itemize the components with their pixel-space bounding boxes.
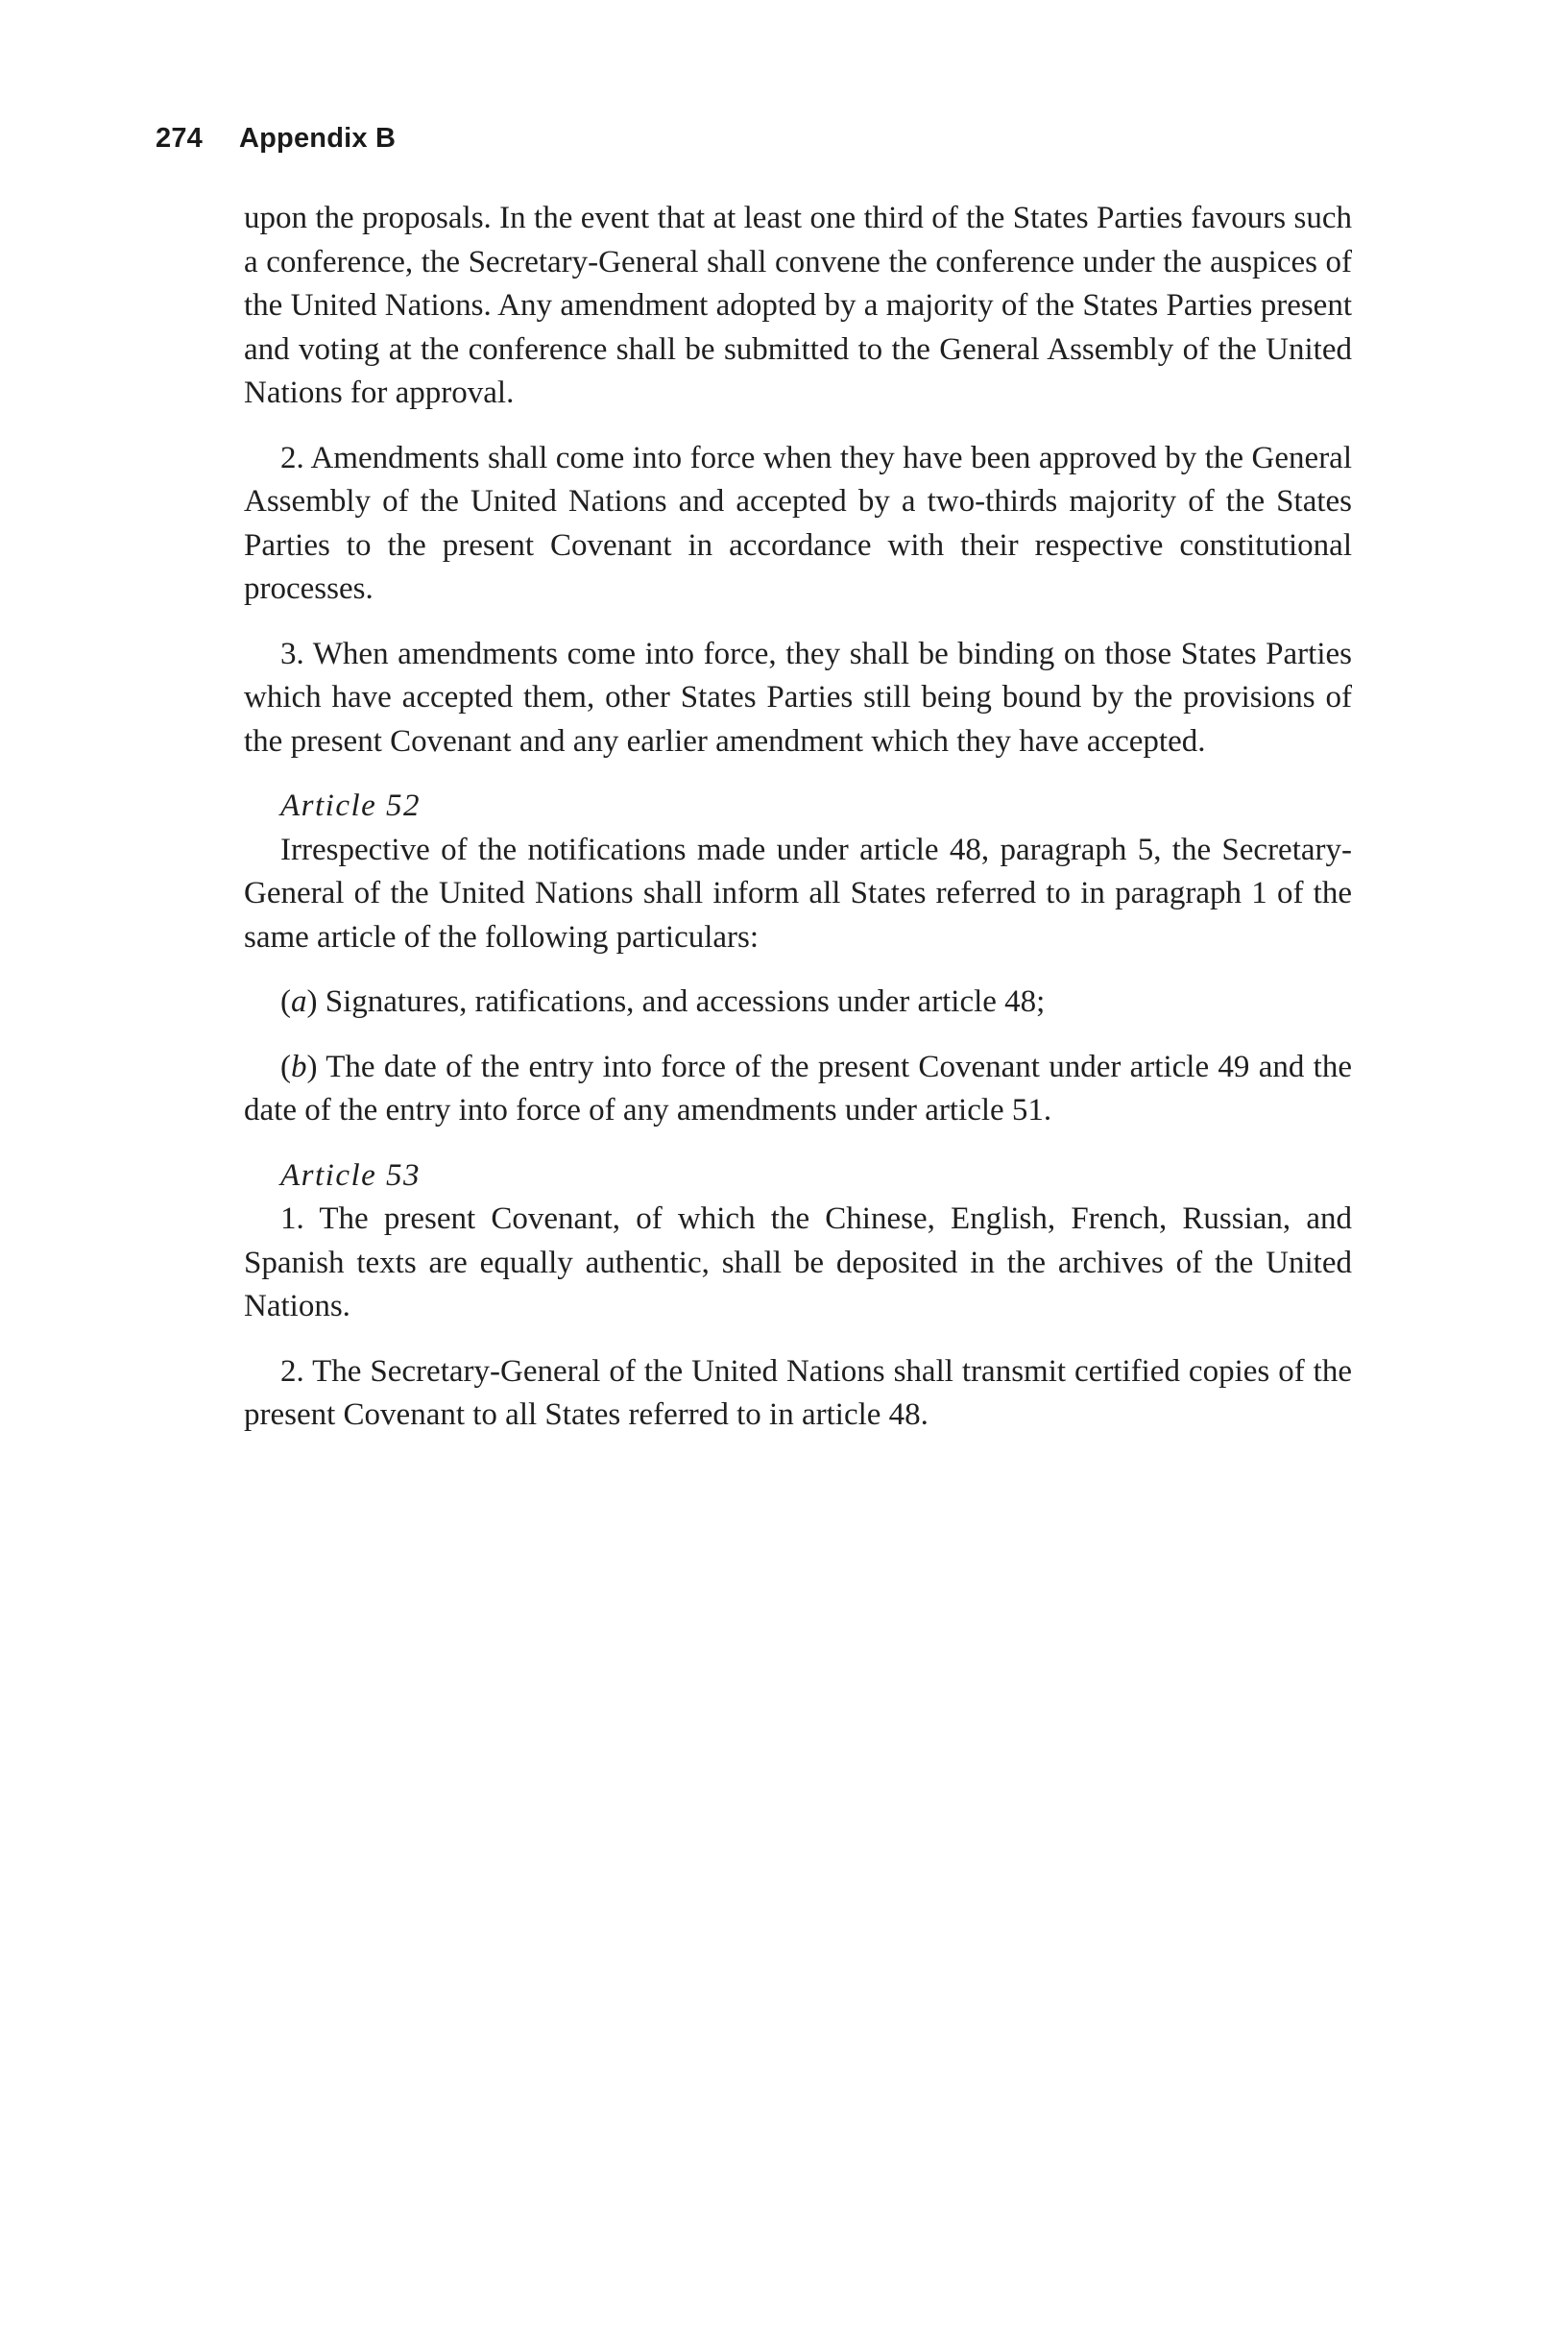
paragraph-amendments-2: 2. Amendments shall come into force when they have been approved by the General Assembly of the United Nations and accepted by a two-thirds majority of the States Parties to the present Covenant in accordance with their respective constitutional processes. [244, 440, 1352, 606]
section-title: Appendix B [239, 123, 397, 154]
item-a-text: Signatures, ratifications, and accessions under article 48; [325, 984, 1046, 1019]
page-number: 274 [156, 123, 203, 154]
page-body [244, 197, 1352, 1459]
paragraph-continuation: upon the proposals. In the event that at least one third of the States Parties favours such a conference, the Secretary-General shall convene the conference under the auspices of the United Nations. Any amendment adopted by a majority of the States Parties present and voting at the conference shall be submitted to the General Assembly of the United Nations for approval. [244, 201, 1352, 410]
paragraph-amendments-3: 3. When amendments come into force, they shall be binding on those States Parties which have accepted them, other States Parties still being bound by the provisions of the present Covenant and any earlier amendment which they have accepted. [244, 636, 1352, 759]
article-52 [244, 785, 1352, 1133]
article-52-item-a: (a) Signatures, ratifications, and accessions under article 48; [280, 984, 1046, 1019]
item-b-text: The date of the entry into force of the present Covenant under article 49 and the date of the entry into force of any amendments under article 51. [244, 1049, 1352, 1128]
item-a-label: a [291, 984, 307, 1019]
article-52-item-b: (b) The date of the entry into force of the present Covenant under article 49 and the date of the entry into force of any amendments under article 51. [244, 1049, 1352, 1128]
article-53-para-1: 1. The present Covenant, of which the Chinese, English, French, Russian, and Spanish texts are equally authentic, shall be deposited in the archives of the United Nations. [244, 1201, 1352, 1323]
article-53-heading: Article 53 [280, 1157, 422, 1193]
item-b-label: b [291, 1049, 307, 1084]
article-53 [244, 1154, 1352, 1438]
article-53-para-2: 2. The Secretary-General of the United Nations shall transmit certified copies of the present Covenant to all States referred to in article 48. [244, 1353, 1352, 1432]
article-52-intro: Irrespective of the notifications made under article 48, paragraph 5, the Secretary-General of the United Nations shall inform all States referred to in paragraph 1 of the same article of the following particulars: [244, 832, 1352, 955]
running-head [156, 123, 396, 155]
article-52-heading: Article 52 [280, 788, 422, 823]
